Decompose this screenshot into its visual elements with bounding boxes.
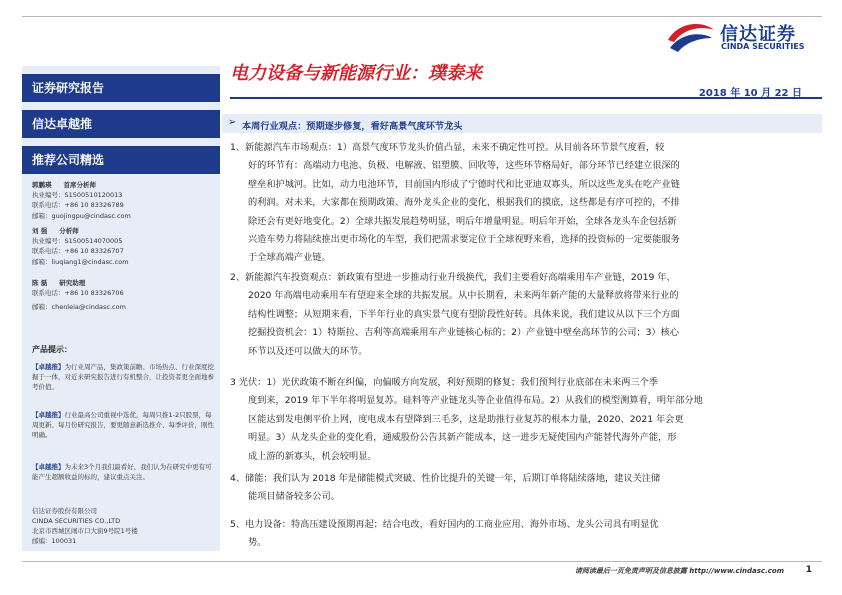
cinda-logo-icon — [664, 18, 716, 54]
paragraph-line: 度到来，2019 年下半年将明显复苏。硅料等产业链龙头等企业值得布局。2）从我们的模型测算看，明年部分地 — [248, 395, 703, 407]
analyst-line: 联系电话：+86 10 83326707 — [32, 247, 124, 256]
paragraph-line: 2020 年高端电动乘用车有望迎来全球的共振发展。从中长期看，未来两年新产能的大量释放将带来行业的 — [248, 290, 679, 302]
paragraph-line: 3 光伏：1）光伏政策不断在纠偏，向偏暖方向发展，利好预期的修复；我们预判行业底部在未来两三个季 — [230, 377, 659, 388]
sidebar — [22, 66, 220, 551]
address-line: 邮编：100031 — [32, 537, 77, 545]
product-note — [32, 362, 216, 392]
paragraph-line: 明显。3）从龙头企业的变化看，通威股份公告其新产能成本，这一进步无疑使国内产能替代海外产能，形 — [248, 432, 677, 444]
analyst-line: 执业编号：S1500510120013 — [32, 191, 123, 200]
paragraph-power-equipment — [230, 516, 812, 553]
product-tag: 【卓越推】 — [32, 363, 65, 371]
report-date: 2018 年 10 月 22 日 — [698, 88, 802, 99]
paragraph-line: 1、新能源汽车市场观点：1）高景气度环节龙头价值凸显，未来不确定性可控。从目前各环节景气度看，较 — [230, 142, 665, 153]
analyst-line: 联系电话：+86 10 83326706 — [32, 289, 124, 298]
sidebar-head-recommended: 推荐公司精选 — [22, 146, 220, 174]
sidebar-head-research-report: 证券研究报告 — [22, 74, 220, 102]
analyst-line: 执业编号：S1500514070005 — [32, 237, 123, 246]
paragraph-line: 5、电力设备：特高压建设预期再起；结合电改，看好国内的工商业应用、海外市场、龙头公司具有明显优 — [230, 519, 659, 530]
product-text: 行业最高公司重视中选优，每周只推1-2只股票，每周更新、每月份研究报告，要更随意新选推介、每季评价，刚性明确。 — [32, 411, 214, 439]
analyst-block — [32, 278, 217, 313]
analyst-role: 分析师 — [59, 227, 79, 235]
paragraph-ev-investment — [230, 269, 812, 361]
top-rule — [22, 16, 822, 17]
bottom-rule — [22, 561, 822, 562]
analyst-block — [32, 226, 217, 267]
company-logo — [664, 18, 814, 54]
company-address — [32, 506, 217, 546]
product-tag: 【卓越推】 — [32, 411, 65, 419]
product-text: 为未来3个月我们最看好、我们认为在研究中更有可能产生超额收益的标的，建议重点关注。 — [32, 463, 212, 481]
paragraph-line: 兴造车势力将陆续推出更市场化的车型，我们把需求要定位于全球视野来看，选择的投资标的一定要能服务 — [248, 233, 680, 245]
paragraph-line: 壁垒和护城河。比如，动力电池环节，目前国内形成了宁德时代和比亚迪双寡头，所以这些龙头在吃产业链 — [248, 178, 680, 190]
paragraph-line: 能项目储备较多公司。 — [248, 491, 340, 503]
analyst-name: 郭鹏瑛 — [32, 181, 52, 189]
paragraph-line: 成上游的新寡头，机会较明显。 — [248, 450, 377, 462]
sidebar-head-zhuoyue: 信达卓越推 — [22, 110, 220, 138]
product-note — [32, 410, 216, 440]
disclaimer-link[interactable]: 请阅读最后一页免责声明及信息披露 http://www.cindasc.com — [574, 567, 784, 575]
analyst-role: 研究助理 — [59, 279, 86, 287]
logo-name-cn: 信达证券 — [720, 24, 796, 45]
paragraph-ev-market — [230, 139, 812, 268]
product-text: 为行业周产品，集政策前瞻、市场热点、行业深度挖掘于一体，对近来研究报告进行有机整合，让投资者更全面地参考价值。 — [32, 363, 214, 391]
weekly-viewpoint-bar — [222, 114, 822, 133]
paragraph-line: 环节以及还可以做大的环节。 — [248, 345, 368, 357]
paragraph-line: 挖掘投资机会：1）特斯拉、吉利等高端乘用车产业链核心标的；2）产业链中壁垒高环节的公司；3）核心 — [248, 327, 679, 339]
paragraph-photovoltaic — [230, 374, 812, 466]
page-number: 1 — [805, 565, 812, 575]
paragraph-line: 除还会有更好地变化。2）全球共振发展趋势明显，明后年增量明显。明后年开始，全球各龙头车企包括新 — [248, 215, 677, 227]
address-line: 信达证券股份有限公司 — [32, 507, 97, 515]
paragraph-line: 的利润。对未来，大家都在预期政策、海外龙头企业的变化，根据我们的摸底，这些都是有序可控的，不排 — [248, 197, 680, 209]
product-note — [32, 462, 216, 482]
paragraph-line: 势。 — [248, 537, 267, 549]
address-line: 北京市西城区闹市口大街9号院1号楼 — [32, 527, 138, 535]
paragraph-line: 于全球高端产业链。 — [248, 252, 331, 264]
product-tag: 【卓越推】 — [32, 463, 65, 471]
address-line: CINDA SECURITIES CO.,LTD — [32, 517, 121, 525]
arrow-bullet-icon: ➢ — [228, 117, 237, 128]
products-title: 产品提示： — [32, 345, 72, 354]
analyst-line: 联系电话：+86 10 83326789 — [32, 201, 124, 210]
logo-name-en: CINDA SECURITIES — [721, 42, 805, 51]
title-rule — [230, 97, 822, 99]
paragraph-line: 2、新能源汽车投资观点：新政策有望进一步推动行业升级换代，我们主要看好高端乘用车产业链，2019 年、 — [230, 272, 676, 283]
paragraph-line: 4、储能：我们认为 2018 年是储能模式突破、性价比提升的关键一年，后期订单将陆续落地，建议关注储 — [230, 473, 661, 484]
paragraph-line: 好的环节有：高端动力电池、负极、电解液、铝塑膜、回收等，这些环节格局好，部分环节已经建立很深的 — [248, 160, 680, 172]
paragraph-energy-storage — [230, 470, 812, 507]
paragraph-line: 结构性调整；从短期来看，下半年行业的真实景气度有望阶段性好转。具体来说，我们建议从以下三个方面 — [248, 308, 680, 320]
analyst-block — [32, 180, 217, 221]
analyst-name: 陈 磊 — [32, 279, 48, 287]
analyst-email-link[interactable]: 邮箱：guojingpu@cindasc.com — [32, 211, 131, 220]
report-title: 电力设备与新能源行业：璞泰来 — [230, 63, 482, 84]
analyst-email-link[interactable]: 邮箱：chenleia@cindasc.com — [32, 303, 126, 312]
analyst-role: 首席分析师 — [63, 181, 96, 189]
analyst-name: 刘 强 — [32, 227, 48, 235]
paragraph-line: 区能达到发电侧平价上网，度电成本有望降到三毛多，这是助推行业复苏的根本力量，2020、2021 年会更 — [248, 413, 684, 425]
weekly-viewpoint-heading: 本周行业观点：预期逐步修复，看好高景气度环节龙头 — [242, 121, 463, 132]
analyst-email-link[interactable]: 邮箱：liuqiang1@cindasc.com — [32, 257, 129, 266]
